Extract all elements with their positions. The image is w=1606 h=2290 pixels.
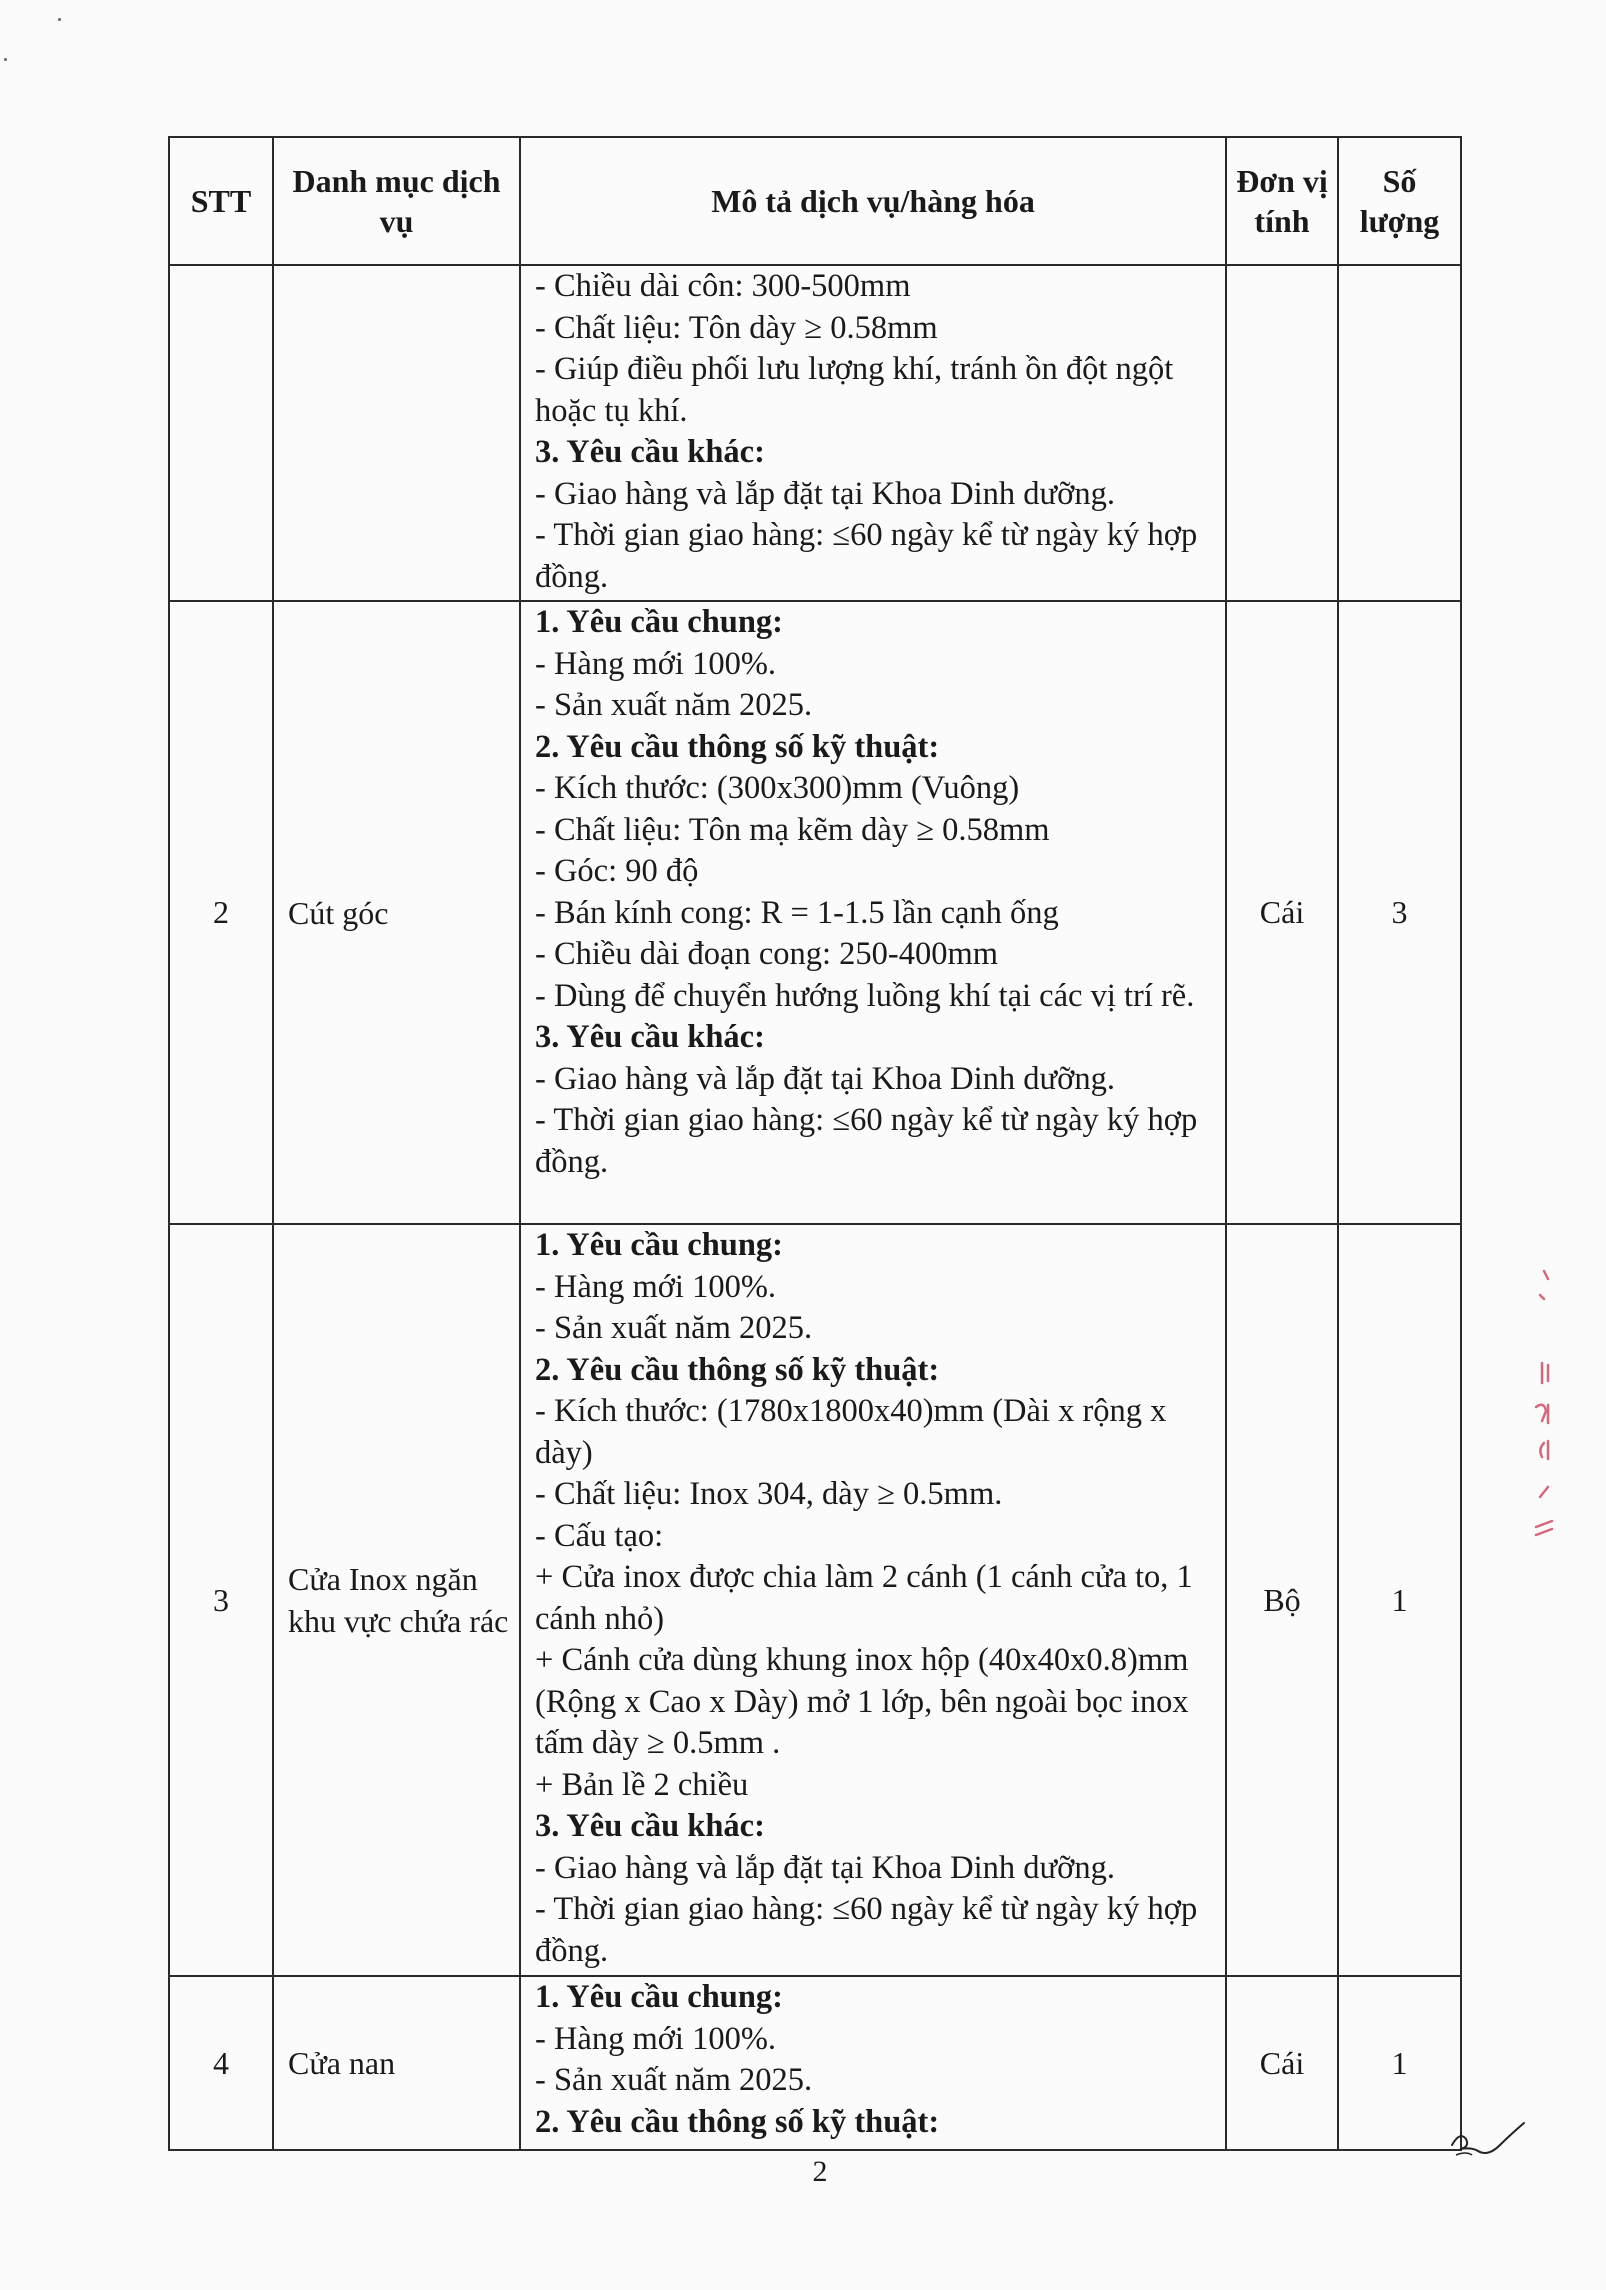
section-heading: 2. Yêu cầu thông số kỹ thuật: xyxy=(535,2103,940,2140)
spec-line: - Chất liệu: Tôn mạ kẽm dày ≥ 0.58mm xyxy=(535,811,1050,848)
spec-line: - Chất liệu: Tôn dày ≥ 0.58mm xyxy=(535,309,938,346)
spec-line: - Hàng mới 100%. xyxy=(535,645,777,682)
header-description: Mô tả dịch vụ/hàng hóa xyxy=(520,137,1226,265)
spec-line: - Thời gian giao hàng: ≤60 ngày kể từ ngày ký hợp đồng. xyxy=(535,1102,1206,1180)
spec-line: - Hàng mới 100%. xyxy=(535,1268,777,1305)
section-heading: 2. Yêu cầu thông số kỹ thuật: xyxy=(535,728,940,765)
spec-line: - Sản xuất năm 2025. xyxy=(535,687,813,723)
spec-line: - Chất liệu: Inox 304, dày ≥ 0.5mm. xyxy=(535,1476,1003,1512)
cell-unit: Bộ xyxy=(1226,1224,1338,1976)
section-heading: 1. Yêu cầu chung: xyxy=(535,1979,783,2015)
cell-category: Cửa Inox ngăn khu vực chứa rác xyxy=(273,1224,520,1976)
cell-description xyxy=(520,601,1226,1224)
cell-stt xyxy=(169,265,273,601)
spec-line: - Sản xuất năm 2025. xyxy=(535,2062,813,2098)
spec-line: + Bản lề 2 chiều xyxy=(535,1766,749,1803)
cell-description xyxy=(520,265,1226,601)
cell-stt: 2 xyxy=(169,601,273,1224)
cell-category: Cửa nan xyxy=(273,1976,520,2150)
spec-line: - Giao hàng và lắp đặt tại Khoa Dinh dưỡng. xyxy=(535,1849,1115,1886)
spec-line: - Chiều dài côn: 300-500mm xyxy=(535,268,911,304)
cell-quantity: 1 xyxy=(1338,1976,1461,2150)
table-row xyxy=(169,1976,1461,2150)
cell-quantity xyxy=(1338,265,1461,601)
spec-line: - Kích thước: (1780x1800x40)mm (Dài x rộng x dày) xyxy=(535,1393,1175,1471)
spec-line: + Cửa inox được chia làm 2 cánh (1 cánh cửa to, 1 cánh nhỏ) xyxy=(535,1559,1201,1637)
cell-description xyxy=(520,1976,1226,2150)
table-row xyxy=(169,601,1461,1224)
page-number: 2 xyxy=(812,2155,828,2188)
cell-unit xyxy=(1226,265,1338,601)
header-stt: STT xyxy=(169,137,273,265)
spec-line: - Bán kính cong: R = 1-1.5 lần cạnh ống xyxy=(535,894,1059,931)
spec-line: - Góc: 90 độ xyxy=(535,853,699,889)
spec-line: - Chiều dài đoạn cong: 250-400mm xyxy=(535,936,999,972)
cell-description xyxy=(520,1224,1226,1976)
spec-line: - Cấu tạo: xyxy=(535,1517,664,1554)
cell-unit: Cái xyxy=(1226,1976,1338,2150)
table-row xyxy=(169,1224,1461,1976)
spec-line: - Thời gian giao hàng: ≤60 ngày kể từ ngày ký hợp đồng. xyxy=(535,517,1206,595)
spec-line: - Kích thước: (300x300)mm (Vuông) xyxy=(535,770,1020,806)
header-category: Danh mục dịch vụ xyxy=(273,137,520,265)
spec-line: - Hàng mới 100%. xyxy=(535,2020,777,2057)
cell-quantity: 3 xyxy=(1338,601,1461,1224)
cell-quantity: 1 xyxy=(1338,1224,1461,1976)
spec-line: - Dùng để chuyển hướng luồng khí tại các vị trí rẽ. xyxy=(535,977,1195,1014)
cell-category xyxy=(273,265,520,601)
section-heading: 3. Yêu cầu khác: xyxy=(535,1019,765,1055)
cell-stt: 4 xyxy=(169,1976,273,2150)
spec-table xyxy=(168,136,1462,2151)
stamp-mark xyxy=(1526,1265,1556,1565)
section-heading: 2. Yêu cầu thông số kỹ thuật: xyxy=(535,1351,940,1388)
scan-speck xyxy=(4,58,7,61)
spec-line: - Giao hàng và lắp đặt tại Khoa Dinh dưỡng. xyxy=(535,475,1115,512)
spec-line: - Sản xuất năm 2025. xyxy=(535,1310,813,1346)
spec-line: - Giao hàng và lắp đặt tại Khoa Dinh dưỡng. xyxy=(535,1060,1115,1097)
spec-line: - Thời gian giao hàng: ≤60 ngày kể từ ngày ký hợp đồng. xyxy=(535,1891,1206,1969)
spec-line: + Cánh cửa dùng khung inox hộp (40x40x0.8)mm (Rộng x Cao x Dày) mở 1 lớp, bên ngoài bọc inox tấm dày ≥ 0.5mm . xyxy=(535,1642,1197,1761)
cell-stt: 3 xyxy=(169,1224,273,1976)
header-unit: Đơn vị tính xyxy=(1226,137,1338,265)
section-heading: 3. Yêu cầu khác: xyxy=(535,1808,765,1844)
table-row xyxy=(169,265,1461,601)
cell-unit: Cái xyxy=(1226,601,1338,1224)
section-heading: 3. Yêu cầu khác: xyxy=(535,434,765,470)
spec-line: - Giúp điều phối lưu lượng khí, tránh ồn đột ngột hoặc tụ khí. xyxy=(535,351,1182,429)
section-heading: 1. Yêu cầu chung: xyxy=(535,604,783,640)
section-heading: 1. Yêu cầu chung: xyxy=(535,1227,783,1263)
table-header xyxy=(169,137,1461,265)
cell-category: Cút góc xyxy=(273,601,520,1224)
scan-speck xyxy=(58,18,61,21)
header-quantity: Số lượng xyxy=(1338,137,1461,265)
